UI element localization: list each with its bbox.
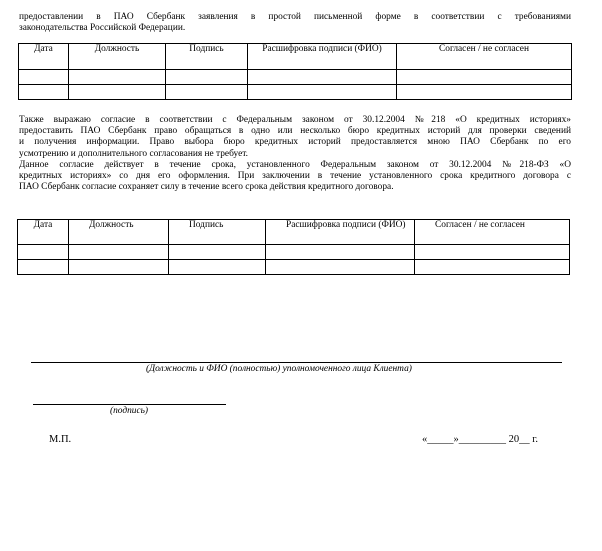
table-cell[interactable] <box>169 260 266 275</box>
header-date: Дата <box>19 44 69 70</box>
stamp-label: М.П. <box>49 434 72 445</box>
table-cell[interactable] <box>248 70 397 85</box>
header-date: Дата <box>18 220 69 245</box>
table-cell[interactable] <box>69 85 166 100</box>
table-cell[interactable] <box>266 260 415 275</box>
table-cell[interactable] <box>248 85 397 100</box>
signature-caption: (подпись) <box>110 406 149 416</box>
table-cell[interactable] <box>397 70 572 85</box>
table-cell[interactable] <box>415 245 570 260</box>
intro-line: предоставлении в ПАО Сбербанк заявления в простой письменной форме в соответствии с требованиями <box>19 12 571 22</box>
table-cell[interactable] <box>415 260 570 275</box>
consent-line: усмотрению и дополнительного согласования не требует. <box>19 148 248 159</box>
header-position: Должность <box>69 44 166 70</box>
table-row <box>18 245 570 260</box>
signature-table-2 <box>17 219 570 275</box>
table-cell[interactable] <box>397 85 572 100</box>
table-header-row <box>18 220 570 245</box>
table-header-row <box>19 44 572 70</box>
authorized-person-line[interactable] <box>31 362 562 363</box>
consent-paragraph <box>19 115 571 193</box>
table-row <box>19 70 572 85</box>
header-signature: Подпись <box>166 44 248 70</box>
date-field[interactable]: «_____»_________ 20__ г. <box>422 434 538 445</box>
table-cell[interactable] <box>69 260 169 275</box>
header-consent: Согласен / не согласен <box>415 220 570 245</box>
header-signature: Подпись <box>169 220 266 245</box>
header-position: Должность <box>69 220 169 245</box>
consent-line: Данное согласие действует в течение срока, установленного Федеральным законом от 30.12.2004 №218-ФЗ «О <box>19 159 571 170</box>
header-consent: Согласен / не согласен <box>397 44 572 70</box>
table-cell[interactable] <box>18 260 69 275</box>
table-cell[interactable] <box>169 245 266 260</box>
consent-line: кредитных историях» со дня его оформления. При заключении в течение установленного срока кредитного договора с <box>19 171 571 182</box>
consent-line: ПАО Сбербанк согласие сохраняет силу в течение всего срока действия кредитного договора. <box>19 182 394 193</box>
header-name-decoding: Расшифровка подписи (ФИО) <box>248 44 397 70</box>
table-cell[interactable] <box>19 70 69 85</box>
consent-line: предоставить ПАО Сбербанк право обращаться в одно или несколько бюро кредитных историй для проверки сведений <box>19 126 571 137</box>
table-cell[interactable] <box>19 85 69 100</box>
intro-line: законодательства Российской Федерации. <box>19 23 186 34</box>
table-cell[interactable] <box>266 245 415 260</box>
signature-line[interactable] <box>33 404 226 405</box>
header-name-decoding: Расшифровка подписи (ФИО) <box>266 220 415 245</box>
table-cell[interactable] <box>166 70 248 85</box>
table-cell[interactable] <box>166 85 248 100</box>
consent-line: Также выражаю согласие в соответствии с Федеральным законом от 30.12.2004 №218 «О кредитных историях» <box>19 115 571 125</box>
consent-line: и получения информации. Право выбора бюро кредитных историй предоставляется мною ПАО Сбербанк по его <box>19 137 571 148</box>
intro-paragraph <box>19 12 571 34</box>
table-cell[interactable] <box>69 245 169 260</box>
table-cell[interactable] <box>18 245 69 260</box>
table-row <box>19 85 572 100</box>
authorized-person-caption: (Должность и ФИО (полностью) уполномоченного лица Клиента) <box>146 364 412 374</box>
signature-table-1 <box>18 43 572 100</box>
table-cell[interactable] <box>69 70 166 85</box>
table-row <box>18 260 570 275</box>
